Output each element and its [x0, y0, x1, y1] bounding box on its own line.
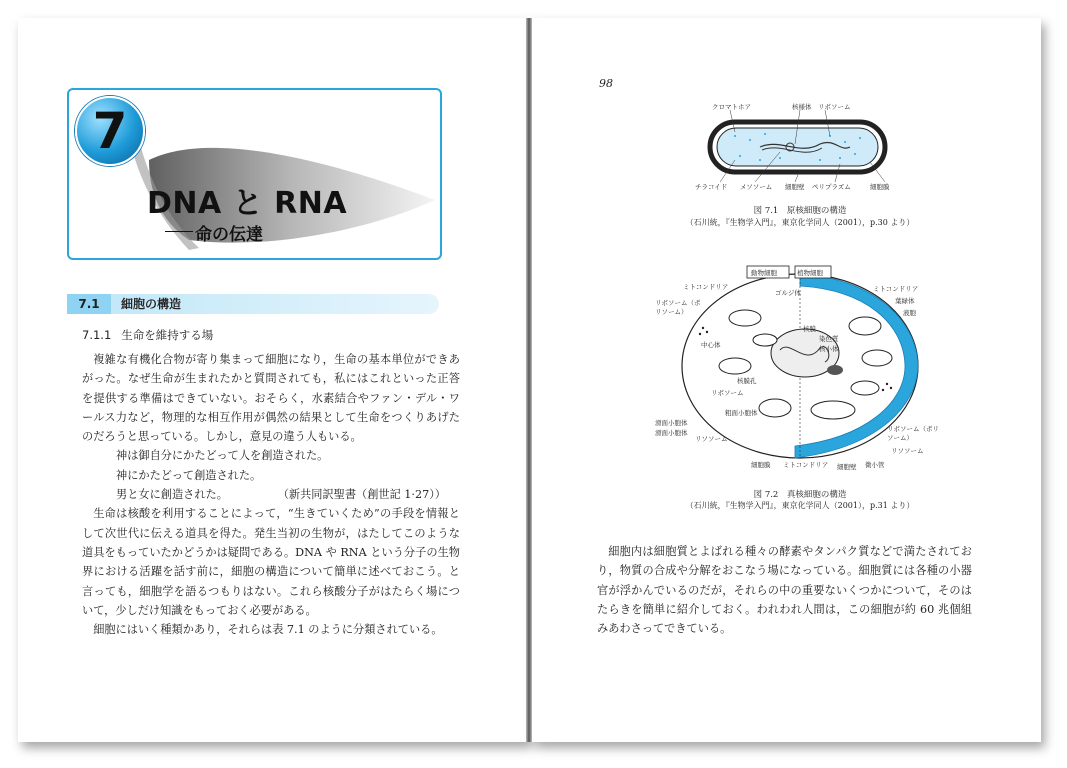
subsection-heading [82, 327, 213, 343]
book-gutter [526, 18, 532, 742]
subsection-number: 7.1.1 [82, 328, 112, 342]
fig2-caption: 図 7.2 真核細胞の構造 [753, 490, 847, 500]
fig2-label: リボソーム（ポリソーム） [655, 299, 701, 316]
fig1-caption: 図 7.1 原核細胞の構造 [753, 206, 847, 216]
fig2-label: ゴルジ体 [775, 289, 801, 297]
fig2-label: 動物細胞 [751, 269, 777, 277]
fig1-label: 核様体 [792, 103, 812, 111]
paragraph: 細胞内は細胞質とよばれる種々の酵素やタンパク質などで満たされており，物質の合成や分解をおこなう場になっている。細胞質には各種の小器官が浮かんでいるのだが，それらの中の重要ないくつかについて，そのはたらきを簡単に紹介しておく。われわれ人間は，この細胞が約 60 兆個組みあわさってできている。 [597, 545, 972, 636]
figure-prokaryote [690, 100, 910, 200]
fig2-source: （石川統，『生物学入門』，東京化学同人（2001），p.31 より） [685, 501, 915, 510]
paragraph: 生命は核酸を利用することによって，“生きていくため”の手段を情報として次世代に伝える道具を得た。発生当初の生物が，はたしてこのような道具をもっていたかどうかは疑問である。DNA や RNA という分子の生物界における活躍を話す前に，細胞の構造について簡単に述べておこう。と言っても，細胞学を語るつもりはない。これら核酸分子がはたらく場について，少しだけ知識をもっておく必要がある。 [82, 507, 460, 617]
fig1-label: 細胞壁 [785, 183, 805, 191]
fig2-label: ミトコンドリア [873, 285, 919, 293]
fig2-label: 植物細胞 [797, 269, 823, 277]
subtitle-dash [165, 231, 193, 232]
fig1-label: チラコイド [695, 183, 728, 191]
fig1-source: （石川統，『生物学入門』，東京化学同人（2001），p.30 より） [685, 218, 915, 227]
fig2-label: 滑面小胞体 [655, 419, 688, 427]
fig2-label: 微小管 [865, 461, 885, 469]
chapter-title: DNA と RNA [147, 186, 348, 221]
fig2-label: 核小体 [819, 345, 839, 353]
paragraph: 複雑な有機化合物が寄り集まって細胞になり，生命の基本単位ができあがった。なぜ生命が生まれたかと質問されても，私にはこれといった正答を提供する準備はできていない。おそらく，水素結合やファン・デル・ワールス力など，物理的な相互作用が偶然の結果として生命をつくりあげたのだろうと思っている。しかし，意見の違う人もいる。 [82, 353, 460, 444]
fig2-label: 細胞膜 [751, 461, 771, 469]
fig2-label: 液胞 [903, 309, 916, 317]
fig1-label: リボソーム [818, 103, 851, 111]
page-number: 98 [599, 77, 613, 90]
poem-line: 神は御自分にかたどって人を創造された。 [116, 449, 329, 463]
fig2-label: リボソーム [711, 389, 744, 397]
right-body [597, 542, 972, 638]
section-title: 細胞の構造 [121, 297, 182, 311]
fig2-label: 葉緑体 [895, 297, 915, 305]
fig2-label: 核膜孔 [737, 377, 757, 385]
fig2-label: ミトコンドリア [683, 283, 729, 291]
section-heading [67, 294, 439, 314]
fig1-label: クロマトホア [712, 103, 751, 111]
fig1-label: 細胞膜 [870, 183, 890, 191]
citation: （新共同訳聖書（創世記 1·27）） [277, 488, 446, 502]
fig2-label: リソソーム [695, 435, 728, 443]
fig2-label: 染色質 [819, 335, 839, 343]
fig2-label: 滑面小胞体 [655, 429, 688, 437]
chapter-header [67, 88, 442, 260]
poem-line: 神にかたどって創造された。 [116, 468, 262, 482]
subsection-title: 生命を維持する場 [121, 328, 214, 342]
fig2-label: 中心体 [701, 341, 721, 349]
fig1-label: ペリプラズム [812, 183, 851, 191]
fig1-label: メソソーム [740, 183, 773, 191]
chapter-subtitle: 命の伝達 [195, 225, 263, 245]
figure-eukaryote [655, 258, 945, 480]
fig2-label: 粗面小胞体 [725, 409, 758, 417]
fig2-label: リボソーム（ポリソーム） [887, 425, 939, 442]
poem-line: 男と女に創造された。 [116, 488, 228, 502]
fig2-label: ミトコンドリア [783, 461, 829, 469]
chapter-number: 7 [75, 96, 145, 166]
fig2-label: リソソーム [891, 447, 924, 455]
section-number: 7.1 [67, 294, 111, 314]
fig2-label: 細胞壁 [837, 463, 857, 471]
fig2-label: 核膜 [803, 325, 816, 333]
left-body [82, 350, 460, 639]
paragraph: 細胞にはいく種類かあり，それらは表 7.1 のように分類されている。 [93, 623, 443, 637]
